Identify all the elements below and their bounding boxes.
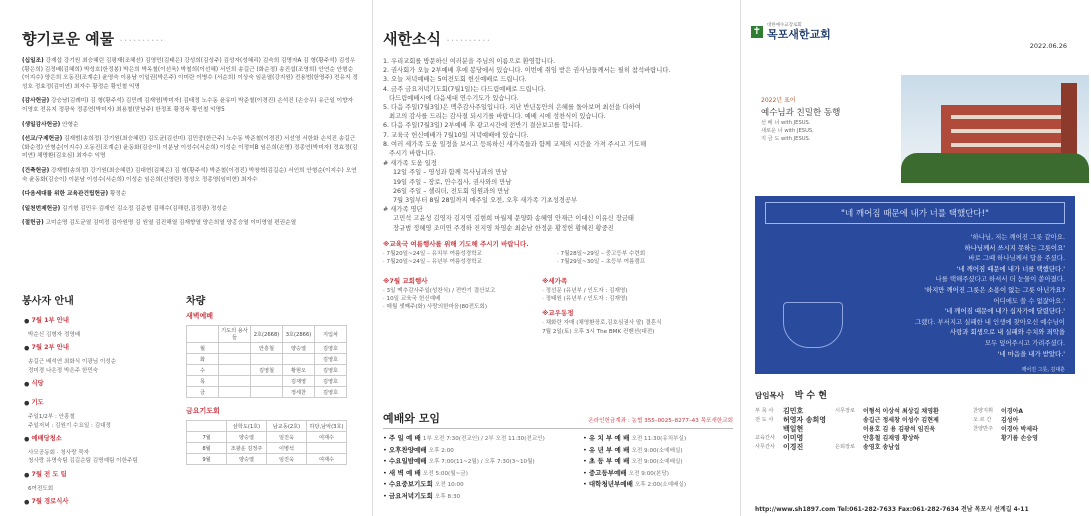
staff-cell: 교육간사 xyxy=(755,435,776,441)
offering-paragraph xyxy=(22,205,360,214)
news-title-text: 새한소식 xyxy=(383,30,441,48)
staff-cell: 김성아 xyxy=(1001,417,1019,424)
newfamily-item: 12일 주일 – 영성과 함께 목사님과의 만남 xyxy=(393,169,508,177)
table-cell: 이병석 xyxy=(267,443,307,454)
poem-line: '하지만 깨어진 그릇은 소용이 없는 그릇 아닌가요? xyxy=(924,285,1065,294)
staff-cell xyxy=(1001,443,1065,452)
table-header-cell: 2호(2668) xyxy=(251,326,283,343)
bullet-icon: • xyxy=(583,480,589,488)
table-header-cell xyxy=(187,421,227,432)
offering-paragraph xyxy=(22,190,360,199)
offering-paragraph xyxy=(22,121,360,130)
title-dots: ·········· xyxy=(119,34,165,47)
staff-cell: 송영호 송남섭 xyxy=(863,444,900,451)
bullet-icon: • xyxy=(22,465,32,485)
table-cell: 안흥철 xyxy=(251,343,283,354)
bullet-icon: • xyxy=(22,312,32,331)
table-cell: 임진욱 xyxy=(267,432,307,443)
volunteer-head: 7월 2부 안내 xyxy=(31,344,69,352)
offering-paragraph xyxy=(22,57,360,91)
news-item: 다드림예배시에 다음세대 연수기도가 있습니다. xyxy=(383,94,519,102)
volunteer-body: 주일1/2부 : 안흥철 주일저녁 : 김원기 수요일 : 김대정 xyxy=(28,414,111,429)
service-item xyxy=(583,433,733,445)
family-item: · 정태원 (유년부 / 인도자 : 김재영) xyxy=(542,296,628,303)
table-cell xyxy=(251,387,283,398)
service-time: 오후 2:00 xyxy=(428,447,454,454)
table-cell: 양승열 xyxy=(227,454,267,465)
offering-label: (생일감사헌금) xyxy=(22,121,61,128)
family-title: ※세가족 xyxy=(542,276,568,285)
newfamily-title: # 새가족 도움 일정 xyxy=(383,160,437,168)
service-name: 오후찬양예배 xyxy=(388,445,427,454)
table-row xyxy=(187,387,347,398)
volunteer-head: 7월 전 도 팀 xyxy=(31,470,67,478)
table-header-row xyxy=(187,421,347,432)
news-item: 2. 권사회가 오늘 2부예배 후에 봉당에서 있습니다. 이번에 취임 받은 권사님들께서는 필히 참석바랍니다. xyxy=(383,67,671,75)
staff-cell: 김민호 xyxy=(783,407,804,415)
table-row xyxy=(187,454,347,465)
staff-cell: 이경진 xyxy=(783,443,804,451)
poem-line: 어디에도 쓸 수 없잖아요.' xyxy=(993,296,1065,305)
july-events xyxy=(383,271,542,337)
volunteer-head: 7월 경로식사 xyxy=(31,498,69,506)
staff-cell: 이용호 김 용 김광석 임진욱 xyxy=(863,426,936,433)
cover-photo xyxy=(761,75,1089,183)
staff-cell: 찬양지휘 xyxy=(973,408,994,414)
service-item xyxy=(383,468,583,480)
table-header-cell: 지입차 xyxy=(315,326,347,343)
logo-text xyxy=(767,24,831,40)
news-item: 최고의 감사를 드리는 감사절 되시기를 바랍니다. 예배 시에 성찬식이 있습니다. xyxy=(383,113,606,121)
newfamily-item: 26일 주일 – 셀리더, 전도회 임원과의 만남 xyxy=(393,187,510,195)
church-name: 목포새한교회 xyxy=(767,27,831,41)
offering-names: 김기형 김민우 김재인 김소정 김준형 김해수(김해린,김정광) 정성순 xyxy=(61,205,228,212)
staff-cell: 찬양반주 xyxy=(973,426,994,432)
friday-vehicle-table xyxy=(186,420,347,465)
newcomers-title: # 새가족 명단 xyxy=(383,206,423,214)
volunteer-body: 박순신 김형자 정영배 xyxy=(28,332,81,338)
table-cell xyxy=(307,443,347,454)
poem-line: '네 깨어짐 때문에 내가 십자가에 달렸단다.' xyxy=(944,307,1065,316)
family-list xyxy=(542,287,731,304)
service-item xyxy=(383,491,583,503)
staff-cell xyxy=(835,425,863,434)
offerings-title xyxy=(22,28,360,49)
staff-cell: 시무장로 xyxy=(835,408,856,414)
service-name: 수요일밤예배 xyxy=(388,457,427,465)
offering-names: 고미순명 김도균열 김미정 김아원명 김 원열 김진해열 김재향열 양은희열 양홍승열 이미영열 편권순열 xyxy=(45,220,297,227)
offering-label: (절헌금) xyxy=(22,220,44,227)
table-cell: 수 xyxy=(187,365,219,376)
table-cell: 임진욱 xyxy=(267,454,307,465)
news-item: 7. 교육국 헌신예배가 7월10일 저녁예배에 있습니다. xyxy=(383,131,529,139)
worship-section xyxy=(383,410,733,502)
staff-cell: 전 도 사 xyxy=(755,417,774,423)
dawn-vehicle-table xyxy=(186,325,347,398)
column-offerings xyxy=(0,0,370,516)
table-cell: 양승열 xyxy=(283,343,315,354)
poem-text xyxy=(765,232,1065,376)
newfamily-schedule xyxy=(383,168,731,205)
volunteer-head: 7월 1부 안내 xyxy=(31,317,69,324)
offering-label: (선교/구제헌금) xyxy=(22,136,63,143)
volunteer-item xyxy=(22,312,172,331)
table-cell xyxy=(219,376,251,387)
service-name: 수요중보기도회 xyxy=(388,480,433,488)
volunteer-body: 사모공동회 · 청사랑 묵자 청사랑 유명숙팀 김길순팀 김명예팀 이한주팀 xyxy=(28,450,138,465)
edu-item: · 7월29일~30일 – 초등부 여름캠프 xyxy=(557,259,646,266)
column-news xyxy=(372,0,737,516)
newfamily-item: 7월 3일부터 8월 28일까지 매주일 오전, 오후 새가족 기초성경공부 xyxy=(393,197,578,205)
service-item xyxy=(583,456,733,468)
bullet-icon: • xyxy=(583,434,589,442)
denomination: 대한예수교장로회 xyxy=(767,23,802,28)
news-item: 1. 우리교회를 방문하신 여러분을 주님의 이름으로 환영합니다. xyxy=(383,58,556,65)
service-time: 오후 8:30 xyxy=(434,493,461,500)
news-list xyxy=(383,57,731,158)
services-right xyxy=(583,433,733,502)
bullet-icon: • xyxy=(383,491,389,500)
bullet-icon: • xyxy=(383,457,389,465)
offering-names: 강승남(김례미) 김 형(황주석) 김민례 김재영(박미자) 김태정 노수동 윤유미 박준철(이경진) 손석진 (손승우) 유근일 이향자 이영호 전유지 정광욱 정종연(박미자) 최용철(맏남주) 한정표 황정욱 황인철 익명5 xyxy=(22,98,354,113)
staff-cell xyxy=(835,416,863,425)
offering-label: (십일조) xyxy=(22,58,44,64)
service-item xyxy=(383,445,583,457)
dawn-worship-label: 새벽예배 xyxy=(186,312,214,320)
table-cell xyxy=(251,376,283,387)
staff-cell: 이경아 박세라 xyxy=(1001,426,1038,433)
staff-cell: 송길근 정세창 이성수 김현제 xyxy=(863,417,939,424)
poem-line: 바로 그때 하나님께서 답을 주셨다. xyxy=(968,254,1065,263)
staff-cell: 황기름 손승영 xyxy=(1001,435,1038,442)
family-item: · 정선문 (유년부 / 인도자 : 김재영) xyxy=(542,287,628,294)
table-cell: 9월 xyxy=(187,454,227,465)
service-item xyxy=(583,479,733,491)
motto-block xyxy=(761,95,901,143)
staff-cell xyxy=(835,434,863,443)
bullet-icon: • xyxy=(583,468,589,477)
table-row xyxy=(187,432,347,443)
table-cell: 8월 xyxy=(187,443,227,454)
volunteer-body: 송길근 배석연 최화식 이광님 이성순 정미경 나은정 박은주 한민숙 xyxy=(28,359,117,374)
table-cell: 여재수 xyxy=(307,454,347,465)
volunteer-section xyxy=(22,292,172,512)
volunteer-title: 봉사자 안내 xyxy=(22,296,74,307)
volunteer-item xyxy=(22,375,172,394)
news-item: 5. 다음 주일(7월3일)은 맥추감사주일입니다. 지난 반년동안의 은혜를 돌아보며 최선을 다하여 xyxy=(383,104,641,112)
offering-label: (감사헌금) xyxy=(22,98,50,105)
table-cell: 화 xyxy=(187,354,219,365)
staff-cell: 안흥철 김재영 황상하 xyxy=(863,435,920,442)
vehicle-section xyxy=(186,292,362,465)
table-cell: 여재수 xyxy=(307,432,347,443)
news-item: 8. 여러 세가족 도움 일정을 보시고 등록하신 새가족들과 함께 교제의 시간을 가져 주시고 기도해 xyxy=(383,140,647,148)
poem-line: 모두 덮어주시고 가려주셨다. xyxy=(984,338,1065,347)
motto-year: 2022년 표어 xyxy=(761,97,796,104)
staff-cell: 오 르 간 xyxy=(973,417,992,423)
offering-paragraph xyxy=(22,97,360,114)
title-dots: ·········· xyxy=(446,34,492,47)
bullet-icon: • xyxy=(22,375,32,395)
service-time: 오후 2:00(소예배실) xyxy=(634,482,687,488)
news-item: 3. 오늘 저녁예배는 5여전도회 헌신예배로 드립니다. xyxy=(383,76,527,84)
offering-names: 강재범(송희정) 강기원(최승혜린) 김대현(김혜은) 김 형(황주석) 박준철(이경진) 박창혁(김길순) 서인희 안형순(이지수) 오연숙 윤동화(김승이) 이분남 이성수(서순희) 이성순 임은희(신영란) 정성오 정종영(임미현) 최자수 xyxy=(22,167,357,183)
offering-label: (다음세대를 위한 교육관건립헌금) xyxy=(22,191,109,198)
table-cell: 금 xyxy=(187,387,219,398)
table-cell xyxy=(219,365,251,376)
services-grid xyxy=(383,428,733,502)
table-cell: 정세찬 xyxy=(283,387,315,398)
staff-cell: 허영자 송희영 xyxy=(783,416,827,424)
table-cell: 김영호 xyxy=(315,376,347,387)
service-item xyxy=(383,456,583,468)
table-row xyxy=(187,354,347,365)
bullet-icon: • xyxy=(383,480,389,488)
volunteer-item xyxy=(22,394,172,413)
table-row xyxy=(187,365,347,376)
offering-names: 황정순 xyxy=(109,191,127,198)
service-name: 금요저녁기도회 xyxy=(388,491,433,500)
service-item xyxy=(583,445,733,457)
service-time: 오후 7:00(11~2월) / 오후 7:30(3~10월) xyxy=(428,459,535,465)
service-name: 유 년 부 예 배 xyxy=(588,445,630,454)
table-row xyxy=(187,376,347,387)
staff-cell: 이미영 xyxy=(783,434,804,442)
staff-cell xyxy=(755,425,783,434)
table-cell: 김영호 xyxy=(315,354,347,365)
staff-cell: 백일현 xyxy=(783,425,804,433)
july-events-list xyxy=(383,287,542,312)
table-cell: 김재영 xyxy=(283,376,315,387)
trees-image xyxy=(901,153,1089,183)
bullet-icon: • xyxy=(583,445,589,454)
table-header-cell: 3호(2866) xyxy=(283,326,315,343)
service-name: 주 일 예 배 xyxy=(388,434,421,442)
volunteer-body: 6여전도회 xyxy=(28,485,54,492)
table-cell: 양승열 xyxy=(227,432,267,443)
condolence-title: ※교우동정 xyxy=(542,309,574,318)
news-item: 6. 다음 주일(7월3일) 2부예배 후 광고시간에 전반기 결산보고를 합니다. xyxy=(383,122,583,130)
offering-paragraph xyxy=(22,219,360,228)
table-cell xyxy=(251,354,283,365)
volunteer-item xyxy=(22,430,172,449)
table-header-row xyxy=(187,326,347,343)
table-cell: 월 xyxy=(187,343,219,354)
table-cell: 조광운 김정주 xyxy=(227,443,267,454)
bullet-icon: • xyxy=(22,493,32,513)
poem-line: 그랬다. 부서지고 실패한 내 인생에 찾아오신 예수님이 xyxy=(914,317,1065,326)
service-name: 대학청년부예배 xyxy=(588,480,633,488)
motto-title: 예수님과 친밀한 동행 xyxy=(761,108,841,118)
news-title xyxy=(383,28,731,49)
service-time: 1부 오전 7:30(전교인) / 2부 오전 11:30(전교인) xyxy=(422,436,545,442)
table-header-cell xyxy=(187,326,219,343)
table-cell: 목 xyxy=(187,376,219,387)
bank-account: 온라인헌금계좌 : 농협 355–0025–8277–43 목포새한교회 xyxy=(588,418,733,424)
poem-line: 사랑과 회생으로 내 실패와 수치와 죄악을 xyxy=(949,328,1065,337)
table-header-cell: 하당,남악(3호) xyxy=(307,421,347,432)
table-cell: 김영호 xyxy=(315,365,347,376)
service-item xyxy=(583,468,733,480)
church-footer: http://www.sh1897.com Tel:061-282-7633 Fax:061-282-7634 전남 목포시 선계길 4-11 xyxy=(755,506,1029,513)
service-time: 오전 9:00(소예배실) xyxy=(631,447,683,454)
worship-title: 예배와 모임 xyxy=(383,412,440,425)
volunteer-head: 예배당청소 xyxy=(31,435,62,443)
offerings-list xyxy=(22,57,360,228)
vehicle-title: 차량 xyxy=(186,296,206,307)
service-item xyxy=(383,433,583,445)
pastor-line xyxy=(755,388,1077,401)
table-row xyxy=(187,343,347,354)
column-cover xyxy=(740,0,1091,516)
service-item xyxy=(383,479,583,491)
service-time: 오전 9:00(본당) xyxy=(628,470,669,477)
news-item: 주시기 바랍니다. xyxy=(383,150,436,158)
volunteer-head: 기도 xyxy=(31,399,44,407)
offerings-title-text: 향기로운 예물 xyxy=(22,30,115,48)
service-time: 오전 5:00(월~금) xyxy=(422,470,468,477)
july-events-title: ※7월 교회행사 xyxy=(383,276,428,285)
table-header-cell: 삼학도(1호) xyxy=(227,421,267,432)
table-row xyxy=(187,443,347,454)
service-time: 오전 10:00 xyxy=(434,482,464,488)
table-header-cell: 기도의 용사들 xyxy=(219,326,251,343)
staff-cell: 이경아A xyxy=(1001,408,1024,415)
poem-line: '하나님, 저는 깨어진 그릇 같아요. xyxy=(970,233,1065,241)
service-name: 유 치 부 예 배 xyxy=(588,434,630,442)
offering-names: 안형순 xyxy=(61,121,79,128)
table-cell xyxy=(283,354,315,365)
table-cell: 황현오 xyxy=(283,365,315,376)
volunteer-item xyxy=(22,466,172,485)
poem-panel xyxy=(755,196,1075,374)
staff-section xyxy=(755,388,1077,452)
table-header-cell: 남교동(2호) xyxy=(267,421,307,432)
bullet-icon: • xyxy=(383,434,389,442)
table-cell: 김영호 xyxy=(315,343,347,354)
july-event-item: · 10일 교육국 헌신예배 xyxy=(383,296,441,303)
edu-item: · 7월20일~24일 – 유년부 여름성경학교 xyxy=(383,259,483,266)
poem-title: "네 깨어짐 때문에 내가 너를 택했단다!" xyxy=(765,202,1065,224)
staff-grid xyxy=(755,407,1077,452)
edu-item: · 7월20일~24일 – 유치부 여름성경학교 xyxy=(383,250,483,257)
events-row xyxy=(383,271,731,337)
bullet-icon: • xyxy=(22,430,32,450)
poem-line: '네 마음을 내가 받았다.' xyxy=(997,349,1065,358)
staff-cell xyxy=(973,434,1001,443)
bullet-icon: • xyxy=(583,457,589,465)
volunteer-item xyxy=(22,493,172,512)
bullet-icon: • xyxy=(22,339,32,359)
table-cell: 7월 xyxy=(187,432,227,443)
table-cell xyxy=(219,354,251,365)
worship-header xyxy=(383,410,733,428)
church-logo xyxy=(751,24,831,40)
offering-paragraph xyxy=(22,167,360,184)
offering-label: (건축헌금) xyxy=(22,167,50,174)
condolence-text: · 채화란 자매 (채영환장로,김호심권사 딸) 결혼식 7월 2일(토) 오후 3시 The BMK 컨벤션(대전) xyxy=(542,320,662,335)
offering-paragraph xyxy=(22,135,360,161)
staff-cell: 부 목 사 xyxy=(755,408,774,414)
poem-line: 깨어진 그릇, 김대훈 xyxy=(1021,367,1065,374)
edu-item: · 7월28일~29일 – 중고등부 수련회 xyxy=(557,250,646,257)
table-cell xyxy=(219,343,251,354)
poem-line: 나를 택해주셨다고 하셔서 더 눈물이 쏟아졌다. xyxy=(935,275,1065,284)
services-left xyxy=(383,433,583,502)
staff-cell: 은퇴장로 xyxy=(835,444,856,450)
newcomers-list: 고민석 고윤성 김영자 김지연 김현희 마월제 문양화 송혜영 안재근 이대신 이유신 장금태 장규범 정혜영 조미연 주경하 진지영 차영순 최순남 한정운 황정헌 황혜진 황중진 xyxy=(393,215,634,232)
news-item: 4. 금주 금요저녁기도회(7월1일)는 다드림예배로 드립니다. xyxy=(383,85,546,93)
table-cell xyxy=(219,387,251,398)
poem-line: '네 깨어짐 때문에 내가 너를 택했단다.' xyxy=(956,264,1065,273)
july-event-item: · 매월 셋째주(화) 사랑의한마음(80전도회) xyxy=(383,304,488,311)
volunteer-list xyxy=(22,312,172,512)
offering-names: 김재범(송희정) 강기원(최승혜린) 김도균(김선미) 김민중(한근주) 노수동 박준철(이경진) 서선영 서한화 손석진 송길근(화순정) 안형순(이지수) 오동진(조계순) 윤동화(김승이) 이분남 이성수(서순희) 이성순 이정미B 임은희(손명) 정종연(박미자) 정효정(김미연) 채명환(김호심) 최자수 익명 xyxy=(22,136,358,160)
service-name: 중고등부예배 xyxy=(588,468,627,477)
pastor-label: 담임목사 xyxy=(755,391,784,400)
service-name: 새 벽 예 배 xyxy=(388,468,421,477)
family-section xyxy=(542,271,731,337)
bulletin-date: 2022.06.26 xyxy=(1029,42,1067,50)
table-cell: 김영호 xyxy=(315,387,347,398)
staff-cell: 사무간사 xyxy=(755,444,776,450)
service-time: 오전 9:00(소예배실) xyxy=(631,459,683,465)
offering-label: (일천번제헌금) xyxy=(22,205,61,212)
motto-lines: 선 배 너 with JESUS. 새로운 너 with JESUS. 지 금 도 with JESUS. xyxy=(761,120,814,142)
bullet-icon: • xyxy=(383,445,389,454)
volunteer-item xyxy=(22,339,172,358)
bullet-icon: • xyxy=(383,468,389,477)
service-time: 오전 11:30(유치부실) xyxy=(631,436,687,442)
friday-prayer-label: 금요기도회 xyxy=(186,407,220,415)
offering-names: 강재섭 강기원 최승혜린 김평재(조혜선) 김영민(김태은) 강성희(김성주) 김성자(성혜리) 김숙희 김명자A 김 형(황주석) 김성우(황은희) 김정배(김혜희) 박성호(한정봉) 박은희 박옥철(이선욱) 박철희(이선혜) 서인희 송길근 (화순정) 송진섭(조영희) 안연순 안형순(이지수) 양은희 오동진(조계순) 윤영숙 이용남 이일권(박은주) 이미란 이병수 (서순희) 이상숙 임운열(강지원) 전용범(한영주) 전유지 정성호 정효정(김미연) 최자수 황정순 황인철 익명 xyxy=(22,58,358,90)
cross-icon: ✝ xyxy=(752,25,762,37)
edu-events xyxy=(383,250,731,267)
edu-title: ※교육국 여름행사를 위해 기도해 주시기 바랍니다. xyxy=(383,239,529,248)
pastor-name: 박 수 현 xyxy=(794,391,827,401)
july-event-item: · 3일 맥추감사주일(성찬식) / 전반기 결산보고 xyxy=(383,287,496,294)
poem-inner xyxy=(765,202,1065,374)
bullet-icon: • xyxy=(22,394,32,414)
service-name: 초 등 부 예 배 xyxy=(588,457,630,465)
staff-cell: 이형석 이상석 최상길 채영환 xyxy=(863,408,939,415)
newfamily-item: 19일 주일 – 장로, 안수집사, 권사와의 만남 xyxy=(393,178,512,186)
table-cell: 김영철 xyxy=(251,365,283,376)
poem-line: 하나님께서 쓰시지 못하는 그릇이요' xyxy=(964,243,1065,252)
volunteer-head: 식당 xyxy=(31,380,44,388)
staff-cell xyxy=(973,443,1001,452)
